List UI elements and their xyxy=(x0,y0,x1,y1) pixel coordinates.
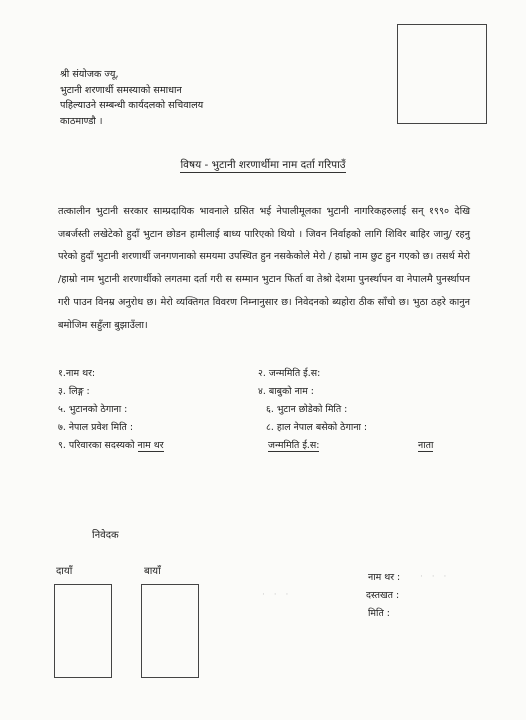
address-line-1: श्री संयोजक ज्यू, xyxy=(60,69,119,80)
family-dob-header: जन्ममिति ई.स: xyxy=(268,440,320,451)
sign-date: मिति : xyxy=(368,608,390,619)
photo-box xyxy=(397,24,487,124)
left-thumbprint-box xyxy=(141,584,199,678)
recipient-address xyxy=(60,67,203,129)
scan-smudge: · · · xyxy=(420,572,450,582)
field-family-members xyxy=(58,438,164,451)
applicant-label: निवेदक xyxy=(92,530,119,541)
right-thumb-label: दायाँ xyxy=(56,566,73,577)
left-thumb-label: बायाँ xyxy=(144,566,161,577)
sign-name: नाम थर : xyxy=(368,572,401,583)
field-nepal-entry-date: ७. नेपाल प्रवेश मिति : xyxy=(58,422,133,433)
field-name: १.नाम थर: xyxy=(58,368,96,379)
family-relation-header: नाता xyxy=(418,440,434,451)
family-members-name-header: नाम थर xyxy=(137,440,164,451)
subject-text: विषय - भुटानी शरणार्थीमा नाम दर्ता गरिपाउँ xyxy=(180,159,346,171)
field-nepal-address: ८. हाल नेपाल बसेको ठेगाना : xyxy=(266,422,368,433)
address-line-4: काठमाण्डौ । xyxy=(60,115,103,127)
subject-line xyxy=(0,158,526,172)
body-paragraph: तत्कालीन भुटानी सरकार साम्प्रदायिक भावनाले ग्रसित भई नेपालीमूलका भुटानी नागरिकहरुलाई सन् १९९० देखि जबर्जस्ती लखेटेको हुदाँ भुटान छोडन हामीलाई बाध्य पारिएको थियो । जिवन निर्वाहको लागि शिविर बाहिर जानु/ रहनु परेको हुदाँ भुटानी शरणार्थी जनगणनाको समयमा उपस्थित हुन नसकेकोले मेरो / हाम्रो नाम छुट हुन गएको छ। तसर्थ मेरो /हाम्रो नाम भुटानी शरणार्थीको लगतमा दर्ता गरी स सम्मान भुटान फिर्ता वा तेश्रो देशमा पुनर्स्थापन वा नेपालमै पुनर्स्थापन गरी पाउन विनम्र अनुरोध छ। मेरो व्यक्तिगत विवरण निम्नानुसार छ। निवेदनको ब्यहोरा ठीक साँचो छ। भुठा ठहरे कानुन बमोजिम सहुँला बुझाउँला। xyxy=(58,206,470,331)
sign-signature: दस्तखत : xyxy=(366,590,400,601)
scan-smudge: · · · xyxy=(262,590,292,600)
field-father-name: ४. बाबुको नाम : xyxy=(258,386,314,397)
address-line-2: भुटानी शरणार्थी समस्याको समाधान xyxy=(60,84,182,96)
address-line-3: पहिल्याउने सम्बन्धी कार्यदलको सचिवालय xyxy=(60,100,204,111)
field-bhutan-address: ५. भुटानको ठेगाना : xyxy=(58,404,128,415)
field-left-bhutan-date: ६. भुटान छोडेको मिति : xyxy=(266,404,348,415)
right-thumbprint-box xyxy=(54,584,112,678)
family-members-prefix: ९. परिवारका सदस्यको xyxy=(58,440,138,451)
field-birthdate: २. जन्ममिति ई.स: xyxy=(258,368,321,379)
field-gender: ३. लिङ्ग : xyxy=(58,386,90,397)
